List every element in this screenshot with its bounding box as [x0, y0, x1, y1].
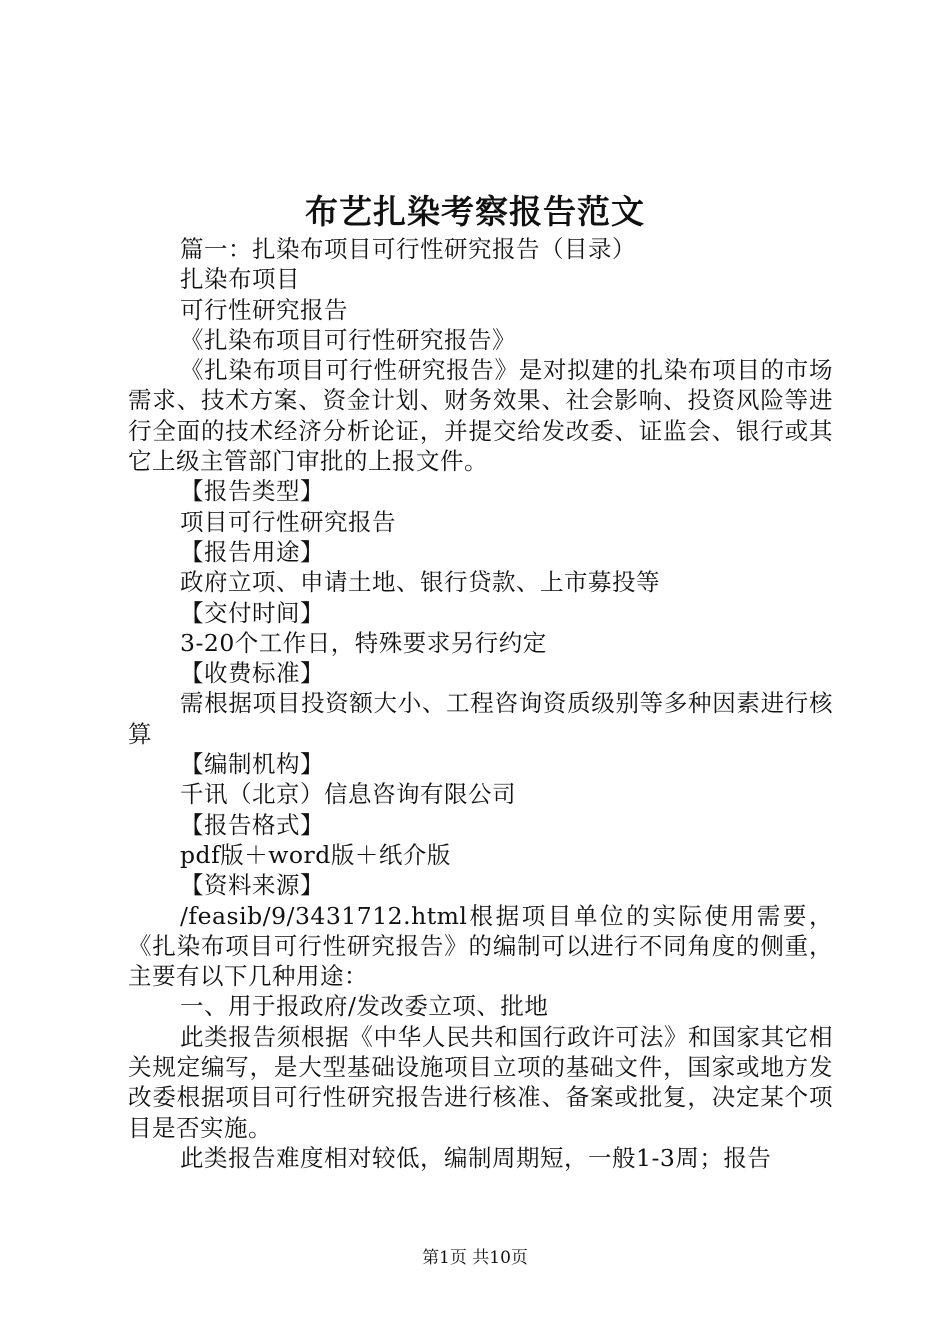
paragraph: 【收费标准】	[180, 659, 324, 688]
paragraph: 【资料来源】	[180, 871, 324, 900]
paragraph: 需根据项目投资额大小、工程咨询资质级别等多种因素进行核算	[128, 689, 833, 748]
paragraph: 可行性研究报告	[180, 295, 348, 324]
paragraph: pdf版＋word版＋纸介版	[180, 840, 451, 869]
paragraph: 【交付时间】	[180, 598, 324, 627]
paragraph: 篇一：扎染布项目可行性研究报告（目录）	[180, 235, 636, 263]
paragraph: 【报告用途】	[180, 537, 324, 566]
paragraph: 此类报告须根据《中华人民共和国行政许可法》和国家其它相关规定编写，是大型基础设施项目立项的基础文件，国家或地方发改委根据项目可行性研究报告进行核准、备案或批复，决定某个项目是否实施。	[128, 1022, 833, 1142]
paragraph: 【编制机构】	[180, 750, 324, 779]
paragraph: 一、用于报政府/发改委立项、批地	[180, 992, 549, 1021]
paragraph: 项目可行性研究报告	[180, 507, 396, 536]
paragraph: 扎染布项目	[180, 265, 300, 294]
paragraph: 《扎染布项目可行性研究报告》是对拟建的扎染布项目的市场需求、技术方案、资金计划、财务效果、社会影响、投资风险等进行全面的技术经济分析论证，并提交给发改委、证监会、银行或其它上级主管部门审批的上报文件。	[128, 356, 833, 476]
document-title: 布艺扎染考察报告范文	[305, 192, 645, 231]
paragraph: 3-20个工作日，特殊要求另行约定	[180, 628, 547, 657]
paragraph: 千讯（北京）信息咨询有限公司	[180, 780, 516, 809]
paragraph: 【报告格式】	[180, 810, 324, 839]
paragraph: 【报告类型】	[180, 477, 324, 506]
paragraph: /feasib/9/3431712.html根据项目单位的实际使用需要，《扎染布项目可行性研究报告》的编制可以进行不同角度的侧重，主要有以下几种用途：	[128, 901, 833, 991]
document-body	[128, 234, 833, 1173]
paragraph: 政府立项、申请土地、银行贷款、上市募投等	[180, 568, 660, 597]
paragraph: 《扎染布项目可行性研究报告》	[180, 325, 516, 354]
page-footer: 第1页 共10页	[422, 1248, 528, 1268]
paragraph: 此类报告难度相对较低，编制周期短，一般1-3周；报告	[180, 1143, 772, 1172]
